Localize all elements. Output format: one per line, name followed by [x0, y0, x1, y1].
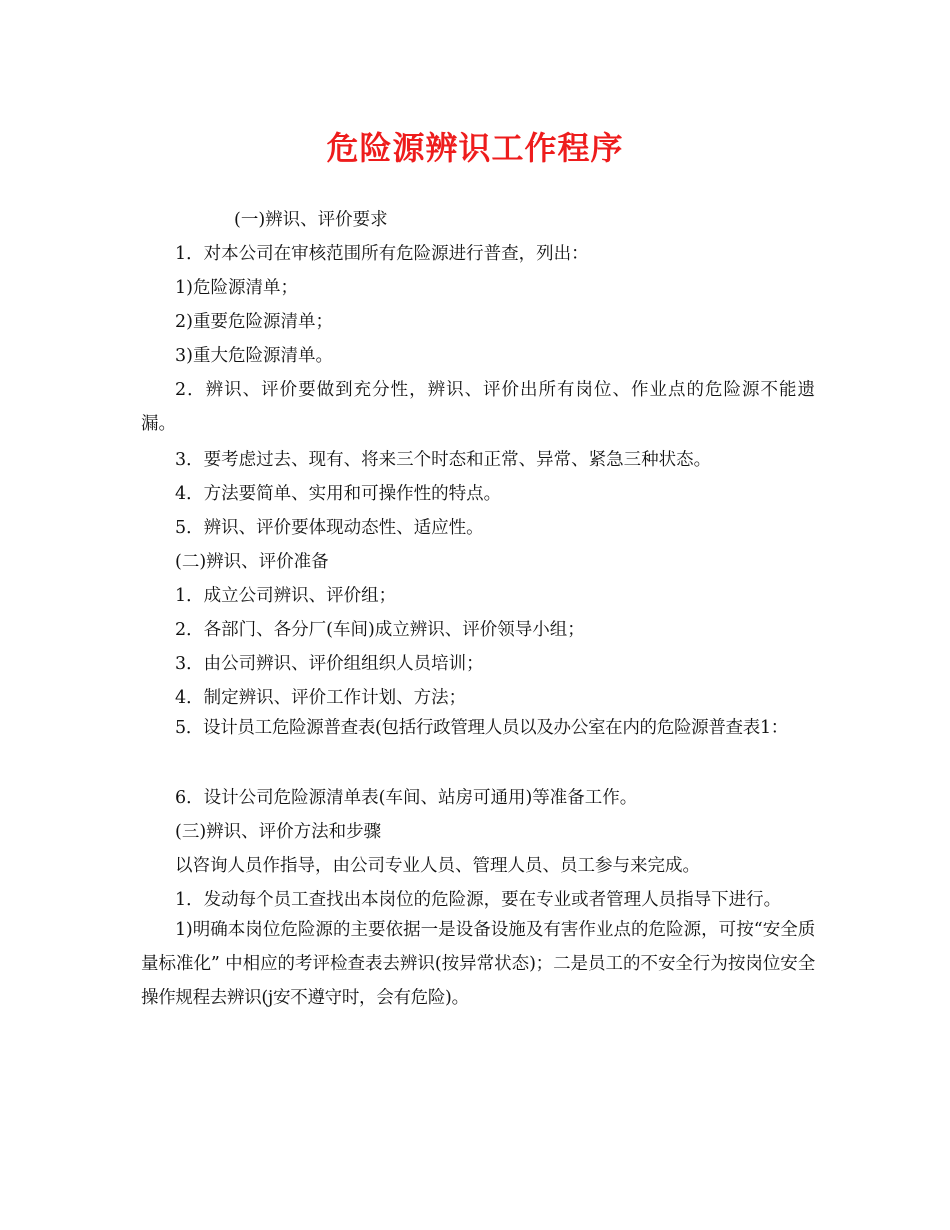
- paragraph-line: 4．制定辨识、评价工作计划、方法；: [175, 688, 467, 708]
- paragraph-wrapped: 1)明确本岗位危险源的主要依据一是设备设施及有害作业点的危险源，可按“安全质量标准化” 中相应的考评检查表去辨识(按异常状态)；二是员工的不安全行为按岗位安全操作规程去辨识(j安不遵守时，会有危险)。: [141, 920, 815, 1008]
- document-title: 危险源辨识工作程序: [326, 129, 624, 167]
- paragraph-line: 2．各部门、各分厂(车间)成立辨识、评价领导小组；: [175, 620, 585, 640]
- paragraph-wrapped: 2．辨识、评价要做到充分性，辨识、评价出所有岗位、作业点的危险源不能遗漏。: [141, 380, 815, 434]
- paragraph-line: 2)重要危险源清单；: [175, 312, 333, 332]
- section-heading-1: (一)辨识、评价要求: [234, 210, 388, 230]
- paragraph-line: 4．方法要简单、实用和可操作性的特点。: [175, 484, 502, 504]
- paragraph-line: 1)危险源清单；: [175, 278, 298, 298]
- paragraph-line: 6．设计公司危险源清单表(车间、站房可通用)等准备工作。: [175, 788, 638, 808]
- paragraph-line: 3)重大危险源清单。: [175, 346, 333, 366]
- paragraph-line: 5．辨识、评价要体现动态性、适应性。: [175, 518, 484, 538]
- paragraph-line: 3．要考虑过去、现有、将来三个时态和正常、异常、紧急三种状态。: [175, 450, 712, 470]
- paragraph-line: 1．对本公司在审核范围所有危险源进行普查，列出：: [175, 244, 589, 264]
- paragraph-line: 1．发动每个员工查找出本岗位的危险源，要在专业或者管理人员指导下进行。: [175, 890, 782, 910]
- paragraph-line: 1．成立公司辨识、评价组；: [175, 586, 397, 606]
- section-heading-2: (二)辨识、评价准备: [175, 552, 329, 572]
- paragraph-wrapped: 5．设计员工危险源普查表(包括行政管理人员以及办公室在内的危险源普查表1：: [175, 718, 788, 738]
- paragraph-line: 以咨询人员作指导，由公司专业人员、管理人员、员工参与来完成。: [175, 856, 700, 876]
- section-heading-3: (三)辨识、评价方法和步骤: [175, 822, 382, 842]
- paragraph-line: 3．由公司辨识、评价组组织人员培训；: [175, 654, 484, 674]
